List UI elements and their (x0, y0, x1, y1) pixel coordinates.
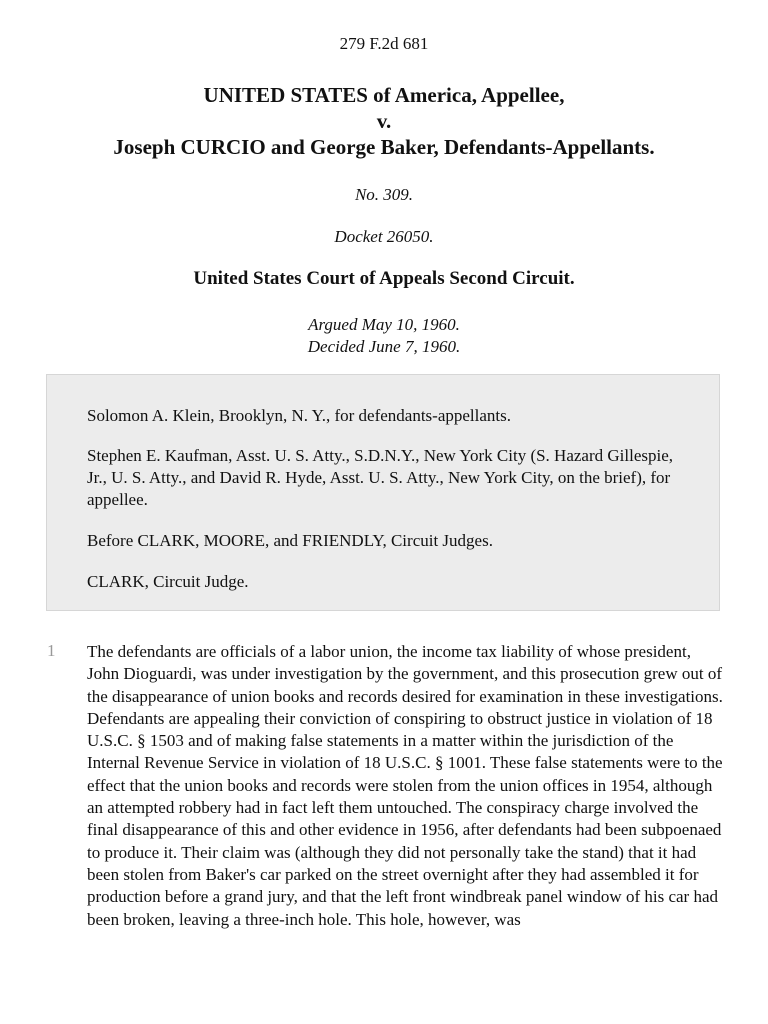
paragraph-number: 1 (47, 641, 56, 660)
argued-date: Argued May 10, 1960. (308, 315, 460, 334)
case-dates (0, 314, 768, 358)
counsel-box (46, 374, 720, 611)
counsel-appellants: Solomon A. Klein, Brooklyn, N. Y., for defendants-appellants. (87, 406, 512, 425)
case-title-versus: v. (376, 109, 392, 133)
docket-number: Docket 26050. (334, 227, 434, 246)
case-title-appellants: Joseph CURCIO and George Baker, Defendants-Appellants. (113, 135, 655, 159)
decided-date: Decided June 7, 1960. (307, 337, 461, 356)
counsel-appellee: Stephen E. Kaufman, Asst. U. S. Atty., S.D.N.Y., New York City (S. Hazard Gillespie, Jr., U. S. Atty., and David R. Hyde, Asst. U. S. Atty., New York City, on the brief), for appellee. (87, 446, 674, 509)
opinion-author: CLARK, Circuit Judge. (87, 572, 249, 591)
case-title-appellee: UNITED STATES of America, Appellee, (203, 83, 565, 107)
opinion-paragraph: The defendants are officials of a labor union, the income tax liability of whose president, John Dioguardi, was under investigation by the government, and this prosecution grew out of the disappearance of union books and records desired for examination in these investigations. Defendants are appealing their conviction of conspiring to obstruct justice in violation of 18 U.S.C. § 1503 and of making false statements in a matter within the jurisdiction of the Internal Revenue Service in violation of 18 U.S.C. § 1001. These false statements were to the effect that the union books and records were stolen from the union offices in 1954, although an attempted robbery had in fact left them untouched. The conspiracy charge involved the final disappearance of this and other evidence in 1956, after defendants had been subpoenaed to produce it. Their claim was (although they did not personally take the stand) that it had been stolen from Baker's car parked on the street overnight after they had assembled it for production before a grand jury, and that the left front windbreak panel window of his car had been broken, leaving a three-inch hole. This hole, however, was (87, 642, 723, 929)
citation: 279 F.2d 681 (339, 34, 429, 53)
judges-panel: Before CLARK, MOORE, and FRIENDLY, Circuit Judges. (87, 531, 493, 550)
court-name: United States Court of Appeals Second Circuit. (193, 268, 575, 289)
case-title (0, 82, 768, 160)
case-number: No. 309. (354, 185, 414, 204)
